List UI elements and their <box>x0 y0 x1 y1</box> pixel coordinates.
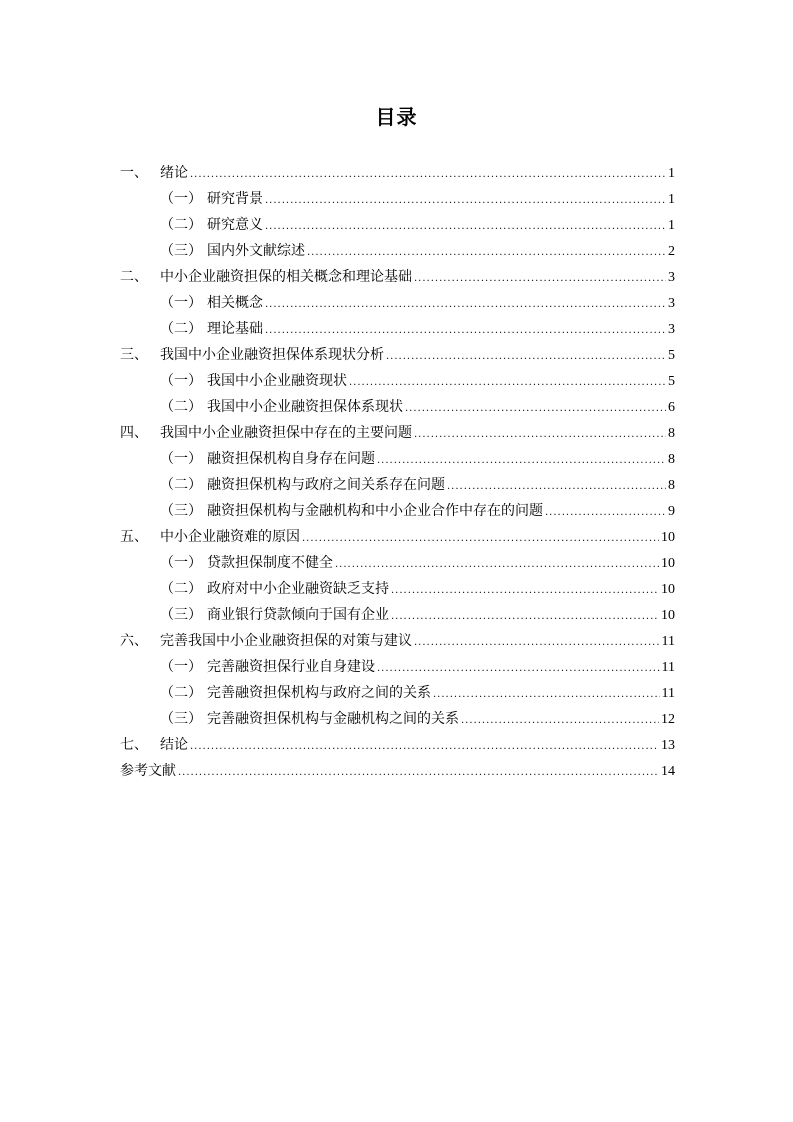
toc-entry[interactable] <box>120 472 675 498</box>
toc-entry[interactable] <box>120 368 675 394</box>
toc-entry-page-number: 10 <box>661 556 675 571</box>
toc-entry-label: 我国中小企业融资现状 <box>207 373 347 389</box>
dot-leader <box>265 214 666 240</box>
dot-leader <box>386 344 666 370</box>
dot-leader <box>377 656 660 682</box>
toc-entry-label: 融资担保机构自身存在问题 <box>207 451 375 467</box>
toc-entry-number: （一） <box>160 295 202 311</box>
toc-entry-number: 一、 <box>120 165 148 181</box>
toc-entry-number: 六、 <box>120 633 148 649</box>
toc-entry[interactable] <box>120 602 675 628</box>
toc-entry-number: （二） <box>160 477 202 493</box>
toc-entry-number: （三） <box>160 711 202 727</box>
toc-entry-page-number: 10 <box>661 530 675 545</box>
toc-entry[interactable] <box>120 394 675 420</box>
dot-leader <box>391 604 659 630</box>
dot-leader <box>190 162 666 188</box>
toc-entry-number: 七、 <box>120 737 148 753</box>
toc-entry-page-number: 5 <box>668 374 675 389</box>
dot-leader <box>447 474 666 500</box>
dot-leader <box>414 422 666 448</box>
dot-leader <box>335 552 659 578</box>
toc-entry-page-number: 3 <box>668 322 675 337</box>
toc-entry[interactable] <box>120 576 675 602</box>
toc-entry-page-number: 8 <box>668 426 675 441</box>
toc-entry-page-number: 2 <box>668 244 675 259</box>
dot-leader <box>265 318 666 344</box>
toc-entry[interactable] <box>120 212 675 238</box>
page-title: 目录 <box>375 105 418 129</box>
dot-leader <box>349 370 666 396</box>
toc-entry[interactable] <box>120 342 675 368</box>
toc-entry[interactable] <box>120 160 675 186</box>
toc-entry[interactable] <box>120 550 675 576</box>
toc-entry-label: 参考文献 <box>120 763 176 779</box>
toc-entry-label: 完善融资担保行业自身建设 <box>207 659 375 675</box>
toc-entry[interactable] <box>120 186 675 212</box>
dot-leader <box>405 396 666 422</box>
toc-entry-label: 中小企业融资难的原因 <box>160 529 300 545</box>
toc-entry-number: 二、 <box>120 269 148 285</box>
dot-leader <box>265 292 666 318</box>
toc-entry-label: 结论 <box>160 737 188 753</box>
toc-entry[interactable] <box>120 680 675 706</box>
toc-entry-page-number: 13 <box>661 738 675 753</box>
toc-entry-number: （二） <box>160 685 202 701</box>
toc-entry-page-number: 10 <box>661 608 675 623</box>
toc-entry-label: 政府对中小企业融资缺乏支持 <box>207 581 389 597</box>
toc-entry[interactable] <box>120 498 675 524</box>
toc-entry[interactable] <box>120 628 675 654</box>
toc-entry-page-number: 8 <box>668 478 675 493</box>
toc-entry-number: （二） <box>160 399 202 415</box>
toc-entry-label: 理论基础 <box>207 321 263 337</box>
toc-entry-number: （一） <box>160 659 202 675</box>
toc-entry-label: 国内外文献综述 <box>207 243 305 259</box>
toc-entry-label: 我国中小企业融资担保体系现状分析 <box>160 347 384 363</box>
toc-entry[interactable] <box>120 524 675 550</box>
toc-entry-label: 贷款担保制度不健全 <box>207 555 333 571</box>
toc-entry-label: 融资担保机构与金融机构和中小企业合作中存在的问题 <box>207 503 543 519</box>
toc-entry-label: 商业银行贷款倾向于国有企业 <box>207 607 389 623</box>
toc-entry[interactable] <box>120 238 675 264</box>
toc-entry[interactable] <box>120 420 675 446</box>
toc-entry-label: 研究背景 <box>207 191 263 207</box>
toc-entry-label: 我国中小企业融资担保体系现状 <box>207 399 403 415</box>
toc-entry-number: （一） <box>160 191 202 207</box>
dot-leader <box>545 500 666 526</box>
toc-entry-label: 我国中小企业融资担保中存在的主要问题 <box>160 425 412 441</box>
toc-entry-label: 中小企业融资担保的相关概念和理论基础 <box>160 269 412 285</box>
toc-entry-page-number: 12 <box>661 712 675 727</box>
dot-leader <box>433 682 660 708</box>
dot-leader <box>461 708 659 734</box>
toc-entry-page-number: 3 <box>668 270 675 285</box>
dot-leader <box>178 760 659 786</box>
toc-entry-page-number: 1 <box>668 218 675 233</box>
toc-entry-page-number: 6 <box>668 400 675 415</box>
dot-leader <box>377 448 666 474</box>
toc-entry[interactable] <box>120 706 675 732</box>
toc-entry-number: 三、 <box>120 347 148 363</box>
dot-leader <box>190 734 659 760</box>
toc-entry[interactable] <box>120 446 675 472</box>
dot-leader <box>414 266 666 292</box>
table-of-contents <box>120 160 675 784</box>
toc-entry-page-number: 1 <box>668 166 675 181</box>
toc-entry[interactable] <box>120 290 675 316</box>
toc-entry-label: 绪论 <box>160 165 188 181</box>
toc-entry-number: （一） <box>160 555 202 571</box>
toc-entry-page-number: 11 <box>661 660 675 675</box>
toc-entry-number: （三） <box>160 503 202 519</box>
toc-entry-page-number: 8 <box>668 452 675 467</box>
toc-entry-number: （二） <box>160 217 202 233</box>
toc-entry[interactable] <box>120 758 675 784</box>
dot-leader <box>265 188 666 214</box>
toc-entry-number: （一） <box>160 451 202 467</box>
toc-entry-label: 完善我国中小企业融资担保的对策与建议 <box>160 633 412 649</box>
toc-entry-number: （三） <box>160 607 202 623</box>
toc-entry[interactable] <box>120 654 675 680</box>
toc-entry-number: （一） <box>160 373 202 389</box>
toc-entry-number: 四、 <box>120 425 148 441</box>
toc-entry-page-number: 9 <box>668 504 675 519</box>
dot-leader <box>414 630 660 656</box>
toc-entry-label: 研究意义 <box>207 217 263 233</box>
toc-entry[interactable] <box>120 732 675 758</box>
dot-leader <box>307 240 666 266</box>
toc-entry-label: 相关概念 <box>207 295 263 311</box>
toc-entry-page-number: 10 <box>661 582 675 597</box>
toc-entry-page-number: 5 <box>668 348 675 363</box>
toc-entry-label: 融资担保机构与政府之间关系存在问题 <box>207 477 445 493</box>
toc-entry-label: 完善融资担保机构与金融机构之间的关系 <box>207 711 459 727</box>
toc-entry[interactable] <box>120 316 675 342</box>
toc-entry[interactable] <box>120 264 675 290</box>
toc-entry-page-number: 11 <box>661 686 675 701</box>
toc-entry-number: （二） <box>160 581 202 597</box>
toc-entry-number: （二） <box>160 321 202 337</box>
toc-entry-page-number: 3 <box>668 296 675 311</box>
toc-entry-page-number: 14 <box>661 764 675 779</box>
dot-leader <box>391 578 659 604</box>
dot-leader <box>302 526 659 552</box>
toc-entry-page-number: 1 <box>668 192 675 207</box>
toc-entry-page-number: 11 <box>661 634 675 649</box>
toc-entry-number: （三） <box>160 243 202 259</box>
toc-entry-number: 五、 <box>120 529 148 545</box>
toc-entry-label: 完善融资担保机构与政府之间的关系 <box>207 685 431 701</box>
